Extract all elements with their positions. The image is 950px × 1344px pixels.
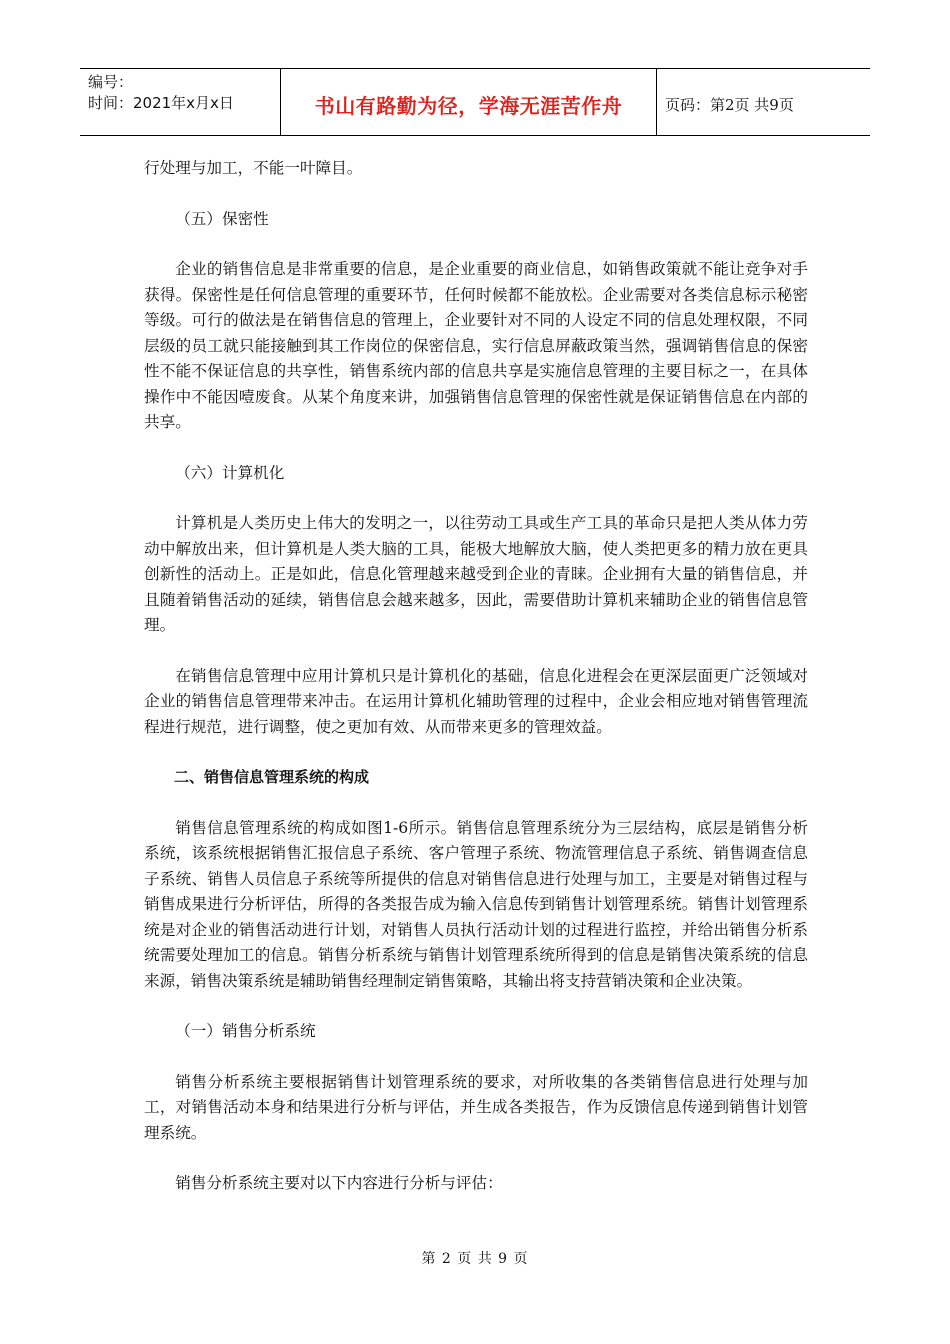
subheading-confidentiality: （五）保密性	[175, 209, 269, 228]
document-body	[144, 156, 808, 1197]
subheading-computerization: （六）计算机化	[175, 463, 285, 482]
header-page-info: 页码：第2页 共9页	[665, 95, 794, 114]
paragraph-computerization-2: 在销售信息管理中应用计算机只是计算机化的基础，信息化进程会在更深层面更广泛领域对企业的销售信息管理带来冲击。在运用计算机化辅助管理的过程中，企业会相应地对销售管理流程进行规范，进行调整，使之更加有效、从而带来更多的管理效益。	[144, 666, 808, 736]
header-motto: 书山有路勤为径，学海无涯苦作舟	[314, 93, 623, 118]
header-motto-cell	[281, 69, 657, 135]
page-footer: 第 2 页 共 9 页	[421, 1251, 529, 1267]
paragraph-system-structure: 销售信息管理系统的构成如图1-6所示。销售信息管理系统分为三层结构，底层是销售分析系统，该系统根据销售汇报信息子系统、客户管理子系统、物流管理信息子系统、销售调查信息子系统、销售人员信息子系统等所提供的信息对销售信息进行处理与加工，主要是对销售过程与销售成果进行分析评估，所得的各类报告成为输入信息传到销售计划管理系统。销售计划管理系统是对企业的销售活动进行计划，对销售人员执行活动计划的过程进行监控，并给出销售分析系统需要处理加工的信息。销售分析系统与销售计划管理系统所得到的信息是销售决策系统的信息来源，销售决策系统是辅助销售经理制定销售策略，其输出将支持营销决策和企业决策。	[144, 818, 808, 990]
header-meta	[80, 69, 281, 135]
paragraph-confidentiality: 企业的销售信息是非常重要的信息，是企业重要的商业信息，如销售政策就不能让竞争对手获得。保密性是任何信息管理的重要环节，任何时候都不能放松。企业需要对各类信息标示秘密等级。可行的做法是在销售信息的管理上，企业要针对不同的人设定不同的信息处理权限，不同层级的员工就只能接触到其工作岗位的保密信息，实行信息屏蔽政策当然，强调销售信息的保密性不能不保证信息的共享性，销售系统内部的信息共享是实施信息管理的主要目标之一，在具体操作中不能因噎废食。从某个角度来讲，加强销售信息管理的保密性就是保证销售信息在内部的共享。	[144, 260, 808, 431]
subheading-sales-analysis: （一）销售分析系统	[175, 1022, 316, 1040]
paragraph-computerization-1: 计算机是人类历史上伟大的发明之一，以往劳动工具或生产工具的革命只是把人类从体力劳动中解放出来，但计算机是人类大脑的工具，能极大地解放大脑，使人类把更多的精力放在更具创新性的活动上。正是如此，信息化管理越来越受到企业的青睐。企业拥有大量的销售信息，并且随着销售活动的延续，销售信息会越来越多，因此，需要借助计算机来辅助企业的销售信息管理。	[144, 514, 808, 634]
section-heading-2: 二、销售信息管理系统的构成	[174, 768, 370, 786]
paragraph-continued: 行处理与加工，不能一叶障目。	[144, 159, 363, 177]
page-header	[80, 68, 870, 136]
header-number: 编号：	[88, 73, 134, 91]
paragraph-sales-analysis: 销售分析系统主要根据销售计划管理系统的要求，对所收集的各类销售信息进行处理与加工，对销售活动本身和结果进行分析与评估，并生成各类报告，作为反馈信息传递到销售计划管理系统。	[144, 1072, 808, 1142]
header-date: 时间：2021年x月x日	[88, 94, 234, 112]
paragraph-analysis-items: 销售分析系统主要对以下内容进行分析与评估：	[175, 1174, 503, 1192]
